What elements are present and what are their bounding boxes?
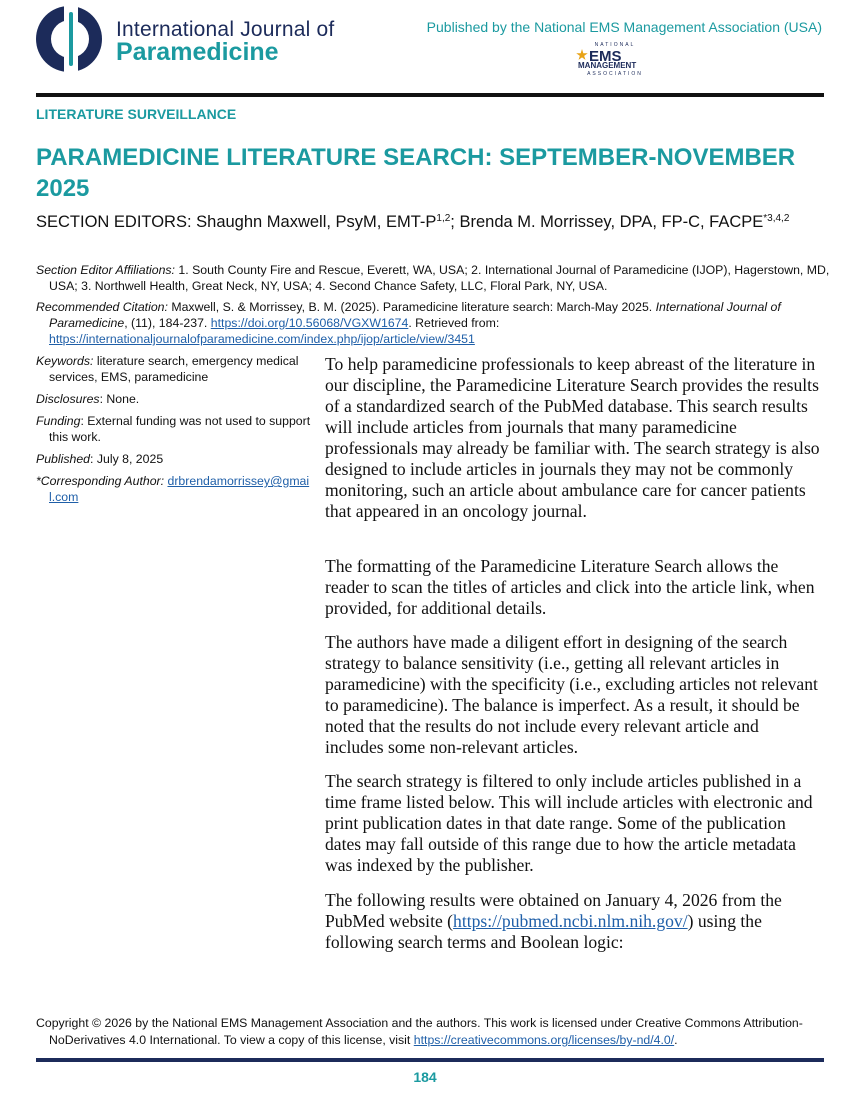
journal-name-line2: Paramedicine (116, 38, 279, 66)
body-paragraph-2: The formatting of the Paramedicine Literature Search allows the reader to scan the titles of articles and click into the article link, when provided, for additional details. (325, 556, 815, 618)
corresponding-author: *Corresponding Author: drbrendamorrissey@gmail.com (36, 474, 310, 504)
editor-affiliations: Section Editor Affiliations: 1. South County Fire and Rescue, Everett, WA, USA; 2. International Journal of Paramedicine (IJOP), Hagerstown, MD, USA; 3. Northwell Health, Great Neck, NY, USA; 4. Second Chance Safety, LLC, Floral Park, NY, USA. (36, 263, 830, 293)
article-title: PARAMEDICINE LITERATURE SEARCH: SEPTEMBER-NOVEMBER 2025 (36, 144, 796, 202)
disclosures: Disclosures: None. (36, 392, 140, 406)
header-divider (36, 93, 824, 97)
keywords: Keywords: literature search, emergency medical services, EMS, paramedicine (36, 354, 299, 384)
nemsma-logo-icon: NATIONAL EMS MANAGEMENT ASSOCIATION (578, 42, 643, 77)
recommended-citation: Recommended Citation: Maxwell, S. & Morrissey, B. M. (2025). Paramedicine literature search: March-May 2025. International Journal of Paramedicine, (11), 184-237. https://doi.org/10.56068/VGXW1674. Retrieved from: https://internationaljournalofparamedicine.com/index.php/ijop/article/view/3451 (36, 300, 781, 346)
page-number: 184 (413, 1069, 437, 1085)
body-paragraph-1: To help paramedicine professionals to keep abreast of the literature in our discipline, the Paramedicine Literature Search provides the results of a standardized search of the PubMed database. This search results will include articles from journals that many paramedicine professionals may already be familiar with. The search strategy is also designed to include articles in journals they may not be commonly monitoring, such an article about ambulance care for cancer patients that appeared in an oncology journal. (325, 354, 820, 521)
footer-divider (36, 1058, 824, 1062)
body-paragraph-4: The search strategy is filtered to only include articles published in a time frame listed below. This will include articles with electronic and print publication dates in that date range. Some of the publication dates may fall outside of this range due to how the article metadata was indexed by the publisher. (325, 771, 813, 875)
published-date: Published: July 8, 2025 (36, 452, 164, 466)
section-editors: SECTION EDITORS: Shaughn Maxwell, PsyM, EMT-$P^{1,2}$; Brenda M. Morrissey, DPA, FP-C, FACPE$^{*3,4,2}$ (36, 213, 790, 231)
copyright-notice: Copyright © 2026 by the National EMS Management Association and the authors. This work is licensed under Creative Commons Attribution-NoDerivatives 4.0 International. To view a copy of this license, visit https://creativecommons.org/licenses/by-nd/4.0/. (36, 1016, 803, 1047)
body-paragraph-5: The following results were obtained on January 4, 2026 from the PubMed website (https://pubmed.ncbi.nlm.nih.gov/) using the following search terms and Boolean logic: (325, 890, 782, 952)
body-paragraph-3: The authors have made a diligent effort in designing of the search strategy to balance sensitivity (i.e., getting all relevant articles in paramedicine) with the specificity (i.e., excluding articles not relevant to paramedicine). The balance is imperfect. As a result, it should be noted that the results do not include every relevant article and includes some non-relevant articles. (325, 632, 818, 757)
journal-name-line1: International Journal of (116, 18, 335, 41)
article-url-link[interactable]: https://internationaljournalofparamedicine.com/index.php/ijop/article/view/3451 (49, 332, 475, 346)
section-label: LITERATURE SURVEILLANCE (36, 106, 237, 122)
corresponding-email-link[interactable]: drbrendamorrissey@gmail.com (49, 474, 310, 504)
journal-logo-icon (36, 6, 102, 72)
doi-link[interactable]: https://doi.org/10.56068/VGXW1674 (210, 316, 409, 330)
publisher-line: Published by the National EMS Management Association (USA) (426, 19, 822, 35)
license-link[interactable]: https://creativecommons.org/licenses/by-nd/4.0/ (413, 1033, 675, 1047)
pubmed-link[interactable]: https://pubmed.ncbi.nlm.nih.gov/ (453, 911, 688, 931)
funding: Funding: External funding was not used to support this work. (36, 414, 311, 444)
